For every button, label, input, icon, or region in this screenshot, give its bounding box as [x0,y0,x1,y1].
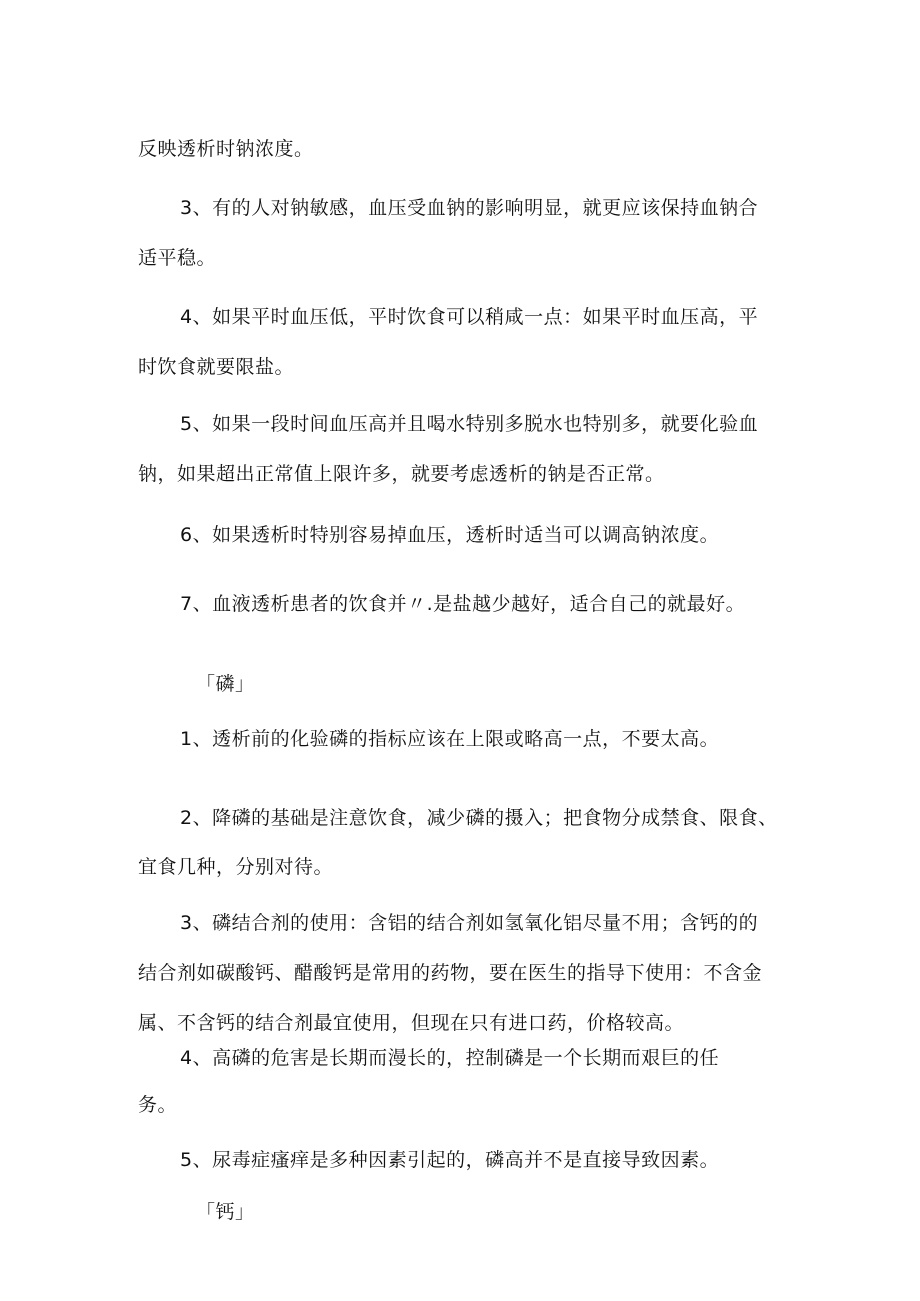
text-line: 1、透析前的化验磷的指标应该在上限或略高一点，不要太高。 [180,728,720,750]
section-heading: 「钙」 [196,1201,255,1223]
text-line: 7、血液透析患者的饮食并〃.是盐越少越好，适合自己的就最好。 [180,593,746,615]
text-line: 宜食几种，分别对待。 [138,856,334,878]
text-line: 2、降磷的基础是注意饮食，减少磷的摄入；把食物分成禁食、限食、 [180,807,778,829]
text-line: 3、有的人对钠敏感，血压受血钠的影响明显，就更应该保持血钠合 [180,197,759,219]
text-line: 4、如果平时血压低，平时饮食可以稍咸一点：如果平时血压高，平 [180,306,759,328]
text-line: 3、磷结合剂的使用：含铝的结合剂如氢氧化铝尽量不用；含钙的的 [180,912,759,934]
text-line: 结合剂如碳酸钙、醋酸钙是常用的药物，要在医生的指导下使用：不含金 [138,962,763,984]
text-line: 5、如果一段时间血压高并且喝水特别多脱水也特别多，就要化验血 [180,413,759,435]
text-line: 时饮食就要限盐。 [138,356,295,378]
text-line: 钠，如果超出正常值上限许多，就要考虑透析的钠是否正常。 [138,463,665,485]
text-line: 属、不含钙的结合剂最宜使用，但现在只有进口药，价格较高。 [138,1012,685,1034]
text-line: 6、如果透析时特别容易掉血压，透析时适当可以调高钠浓度。 [180,524,720,546]
section-heading: 「磷」 [196,673,255,695]
text-line: 务。 [138,1094,178,1116]
text-line: 适平稳。 [138,247,217,269]
text-line: 4、高磷的危害是长期而漫长的，控制磷是一个长期而艰巨的任 [180,1047,720,1069]
text-line: 反映透析时钠浓度。 [138,138,314,160]
text-line: 5、尿毒症瘙痒是多种因素引起的，磷高并不是直接导致因素。 [180,1149,720,1171]
